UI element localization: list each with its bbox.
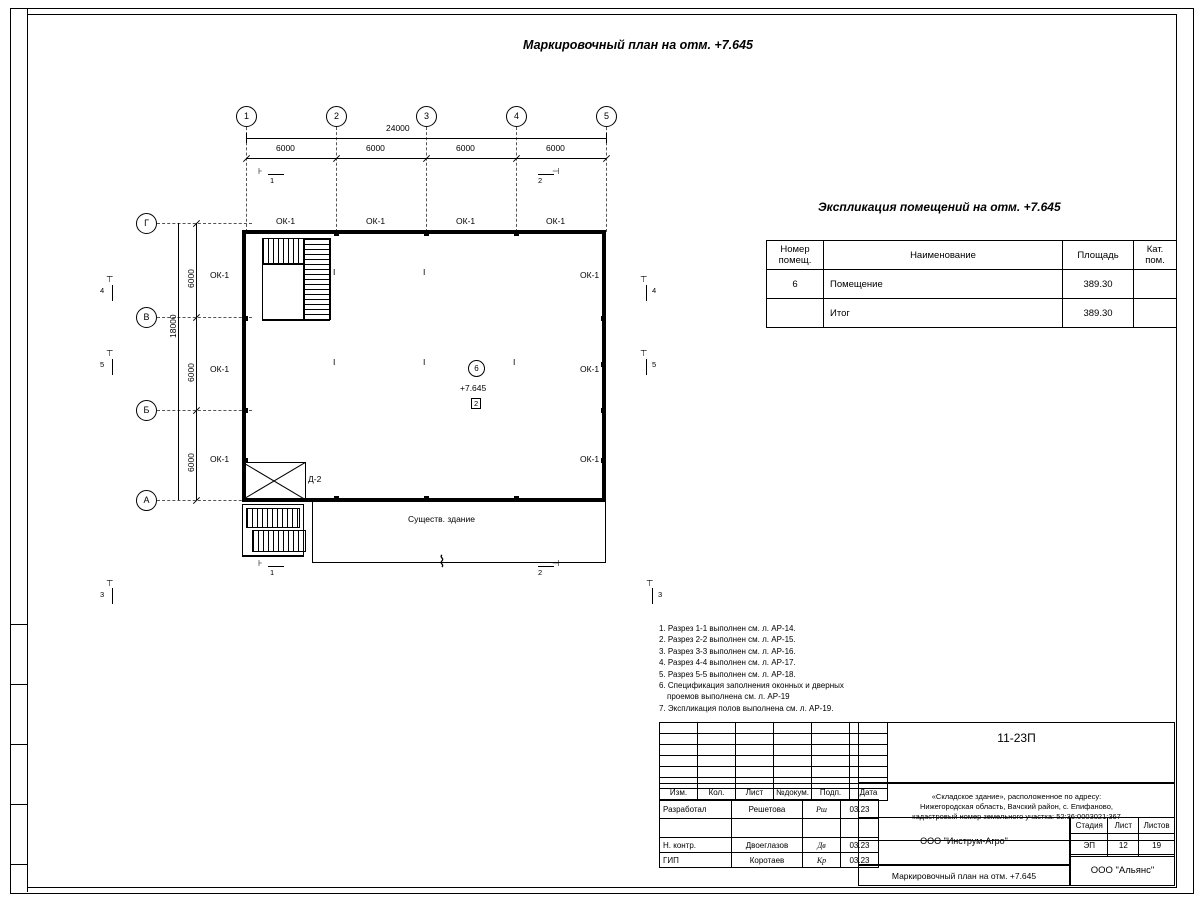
- object-line: Нижегородская область, Вачский район, с. Епифаново,: [920, 802, 1113, 811]
- column: [243, 316, 248, 321]
- header-room-category: Кат. пом.: [1134, 241, 1177, 270]
- col-ndocum: №докум.: [774, 784, 812, 801]
- table-row: [767, 270, 1177, 299]
- role-label: Н. контр.: [660, 838, 732, 853]
- project-code: 11-23П: [997, 731, 1036, 745]
- dim-bay-left-3: 6000: [186, 453, 196, 472]
- section-arrow-right-4: ⊤: [640, 274, 648, 284]
- axis-bubble-2: 2: [326, 106, 347, 127]
- dim-bay-top-3: 6000: [456, 143, 475, 153]
- role-date: 03.23: [841, 853, 879, 868]
- column: [514, 231, 519, 236]
- break-symbol: ⌇: [438, 554, 446, 571]
- dim-bay-top-1: 6000: [276, 143, 295, 153]
- existing-building-label: Существ. здание: [408, 514, 475, 524]
- door-label: Д-2: [308, 474, 322, 484]
- section-mark-bottom-3-right-label: 3: [658, 590, 663, 599]
- axis-bubble-b: Б: [136, 400, 157, 421]
- section-mark-left-4-label: 4: [100, 286, 105, 295]
- header-room-number: Номер помещ.: [767, 241, 824, 270]
- dim-total-left-value: 18000: [168, 314, 178, 338]
- section-arrow-top-left: ⊦: [258, 166, 263, 176]
- object-line: «Складское здание», расположенное по адресу:: [931, 792, 1102, 801]
- column: [243, 408, 248, 413]
- role-date: 03.23: [841, 800, 879, 819]
- section-arrow-bottom-3-right: ⊤: [646, 578, 654, 588]
- room-level-label: +7.645: [460, 383, 487, 393]
- stair-run-upper: [262, 238, 304, 264]
- column: [601, 362, 606, 367]
- title-block: [659, 722, 1175, 886]
- column: [514, 496, 519, 501]
- window-label-right-3: ОК-1: [580, 454, 600, 464]
- col-data: Дата: [850, 784, 888, 801]
- header-room-area: Площадь: [1063, 241, 1134, 270]
- note-item: 3. Разрез 3-3 выполнен см. л. АР-16.: [659, 646, 796, 656]
- note-item: 5. Разрез 5-5 выполнен см. л. АР-18.: [659, 669, 796, 679]
- section-mark-top-right-label: 2: [538, 176, 543, 185]
- stair-run-upper-side: [304, 238, 330, 320]
- section-mark-right-4-line: [646, 285, 647, 301]
- designer-org: ООО "Инструм-Агро": [920, 836, 1008, 846]
- window-label-right-1: ОК-1: [580, 270, 600, 280]
- role-name: Решетова: [732, 800, 803, 819]
- col-podp: Подп.: [812, 784, 850, 801]
- existing-building-right-edge: [605, 502, 606, 562]
- axis-line-g: [157, 223, 252, 224]
- section-mark-left-4-line: [112, 285, 113, 301]
- stair-well-upper: [262, 264, 304, 320]
- existing-building-left-edge: [312, 502, 313, 562]
- sheet-title: Маркировочный план на отм. +7.645: [891, 871, 1037, 881]
- role-signature: Рш: [803, 800, 841, 819]
- section-arrow-left-4: ⊤: [106, 274, 114, 284]
- section-arrow-bottom-left: ⊦: [258, 558, 263, 568]
- column: [601, 408, 606, 413]
- section-arrow-right-5: ⊤: [640, 348, 648, 358]
- dim-bay-left-1: 6000: [186, 269, 196, 288]
- column: [601, 316, 606, 321]
- cell-room-number: 6: [767, 270, 824, 299]
- stair-run-lower-a: [246, 508, 300, 528]
- cell-room-name: Помещение: [824, 270, 1063, 299]
- stair-run-lower-b: [252, 530, 306, 552]
- stage-value: ЭП: [1071, 834, 1108, 857]
- role-date: 03.23: [841, 838, 879, 853]
- section-arrow-bottom-3-left: ⊤: [106, 578, 114, 588]
- left-margin-divider: [10, 864, 27, 865]
- dim-bay-top-4: 6000: [546, 143, 565, 153]
- section-mark-left-5-line: [112, 359, 113, 375]
- column: [334, 496, 339, 501]
- dim-bay-top-2: 6000: [366, 143, 385, 153]
- notes-block: [659, 623, 844, 714]
- window-label-top-4: ОК-1: [546, 216, 566, 226]
- object-line: кадастровый номер земельного участка: 52:36:0003021:367: [912, 812, 1121, 821]
- column: [424, 231, 429, 236]
- stage-header: Стадия: [1071, 818, 1108, 834]
- axis-bubble-3: 3: [416, 106, 437, 127]
- role-label: ГИП: [660, 853, 732, 868]
- dim-line-total-top: [246, 138, 606, 139]
- dim-total-top-value: 24000: [386, 123, 410, 133]
- window-label-top-2: ОК-1: [366, 216, 386, 226]
- left-margin-divider: [10, 684, 27, 685]
- designer-org-cell: [858, 817, 1070, 865]
- table-header-row: [767, 241, 1177, 270]
- section-mark-bottom-left-line: [268, 566, 284, 567]
- column: [424, 496, 429, 501]
- window-label-top-3: ОК-1: [456, 216, 476, 226]
- column: [334, 231, 339, 236]
- left-margin-divider: [10, 744, 27, 745]
- col-kol: Кол.: [698, 784, 736, 801]
- dim-bound: [246, 133, 247, 143]
- axis-line-a: [157, 500, 252, 501]
- axis-bubble-g: Г: [136, 213, 157, 234]
- axis-bubble-v: В: [136, 307, 157, 328]
- axis-bubble-4: 4: [506, 106, 527, 127]
- axis-line-3: [426, 127, 427, 232]
- dim-line-total-left: [178, 223, 179, 500]
- section-mark-bottom-right-label: 2: [538, 568, 543, 577]
- role-name: Двоеглазов: [732, 838, 803, 853]
- revision-grid: [659, 722, 888, 789]
- axis-bubble-a: А: [136, 490, 157, 511]
- section-mark-bottom-left-label: 1: [270, 568, 275, 577]
- col-list: Лист: [736, 784, 774, 801]
- role-signature: Кр: [803, 853, 841, 868]
- cell-room-area: 389.30: [1063, 270, 1134, 299]
- window-label-top-1: ОК-1: [276, 216, 296, 226]
- section-mark-bottom-3-left-line: [112, 588, 113, 604]
- note-item: 1. Разрез 1-1 выполнен см. л. АР-14.: [659, 624, 796, 633]
- sheet-header: Лист: [1108, 818, 1139, 834]
- left-margin-strip: [10, 8, 28, 892]
- stair-boundary: [330, 238, 331, 320]
- dim-bound: [606, 133, 607, 143]
- section-mark-right-4-label: 4: [652, 286, 657, 295]
- section-mark-top-left-label: 1: [270, 176, 275, 185]
- note-item: 7. Экспликация полов выполнена см. л. АР-19.: [659, 703, 834, 713]
- cell-total-label: Итог: [824, 299, 1063, 328]
- existing-building-bottom-edge: [312, 562, 606, 563]
- section-mark-bottom-3-right-line: [652, 588, 653, 604]
- sheet-title-cell: [858, 865, 1070, 886]
- role-name: Коротаев: [732, 853, 803, 868]
- axis-line-2: [336, 127, 337, 232]
- door-cross-hatch: [242, 462, 306, 500]
- left-margin-divider: [10, 804, 27, 805]
- axis-bubble-5: 5: [596, 106, 617, 127]
- builder-org: ООО "Альянс": [1090, 865, 1155, 876]
- section-arrow-top-right: ⊣: [552, 166, 560, 176]
- window-label-right-2: ОК-1: [580, 364, 600, 374]
- axis-bubble-1: 1: [236, 106, 257, 127]
- project-code-cell: [858, 722, 1175, 783]
- cell-total-category: [1134, 299, 1177, 328]
- window-label-left-2: ОК-1: [210, 364, 230, 374]
- builder-org-cell: [1070, 854, 1175, 886]
- section-mark-bottom-3-left-label: 3: [100, 590, 105, 599]
- stamp-roles: [659, 799, 879, 868]
- stair-boundary: [262, 320, 330, 321]
- note-item: проемов выполнена см. л. АР-19: [667, 692, 790, 702]
- role-label: Разработал: [660, 800, 732, 819]
- page-title: Маркировочный план на отм. +7.645: [523, 38, 753, 52]
- sheet-value: 12: [1108, 834, 1139, 857]
- section-arrow-left-5: ⊤: [106, 348, 114, 358]
- dim-line-bays-left: [196, 223, 197, 500]
- sheets-header: Листов: [1139, 818, 1175, 834]
- header-room-name: Наименование: [824, 241, 1063, 270]
- floor-plan-drawing: 1 2 3 4 5 24000 6000 6000 6000 6000 1 ⊦ 2 ⊣ Г В Б А 18000 6000 6000 6000 4 ⊤ 5 ⊤ 4 ⊤ 5 ⊤ ⌇ Существ. здание Ⅰ Ⅰ Ⅰ Ⅰ Ⅰ Ⅰ Д-2 6 +7.645 2 ОК-1 ОК-1 ОК-1 ОК-1 ОК-1 ОК-1 ОК-1 ОК-1 ОК-1 ОК-1 1 ⊦ 2 ⊣ 3 ⊤ 3 ⊤: [90, 90, 700, 630]
- axis-line-4: [516, 127, 517, 232]
- stage-table: [1070, 817, 1175, 857]
- explication-table: [766, 240, 1177, 328]
- section-mark-top-left-line: [268, 174, 284, 175]
- room-category-badge: 2: [471, 398, 481, 409]
- stair-lower-edge: [242, 556, 304, 557]
- cell-total-area: 389.30: [1063, 299, 1134, 328]
- section-mark-right-5-label: 5: [652, 360, 657, 369]
- note-item: 6. Спецификация заполнения оконных и дверных: [659, 681, 844, 691]
- note-item: 2. Разрез 2-2 выполнен см. л. АР-15.: [659, 635, 796, 645]
- section-mark-left-5-label: 5: [100, 360, 105, 369]
- left-margin-divider: [10, 624, 27, 625]
- sheets-value: 19: [1139, 834, 1175, 857]
- axis-line-b: [157, 410, 252, 411]
- dim-bay-left-2: 6000: [186, 363, 196, 382]
- section-arrow-bottom-right: ⊣: [552, 558, 560, 568]
- role-signature: Дв: [803, 838, 841, 853]
- note-item: 4. Разрез 4-4 выполнен см. л. АР-17.: [659, 658, 796, 668]
- cell-room-category: [1134, 270, 1177, 299]
- window-label-left-1: ОК-1: [210, 270, 230, 280]
- cell-total-number: [767, 299, 824, 328]
- column: [601, 458, 606, 463]
- window-label-left-3: ОК-1: [210, 454, 230, 464]
- explication-title: Экспликация помещений на отм. +7.645: [818, 200, 1061, 214]
- section-mark-right-5-line: [646, 359, 647, 375]
- col-izm: Изм.: [660, 784, 698, 801]
- room-number-bubble: 6: [468, 360, 485, 377]
- table-row: [767, 299, 1177, 328]
